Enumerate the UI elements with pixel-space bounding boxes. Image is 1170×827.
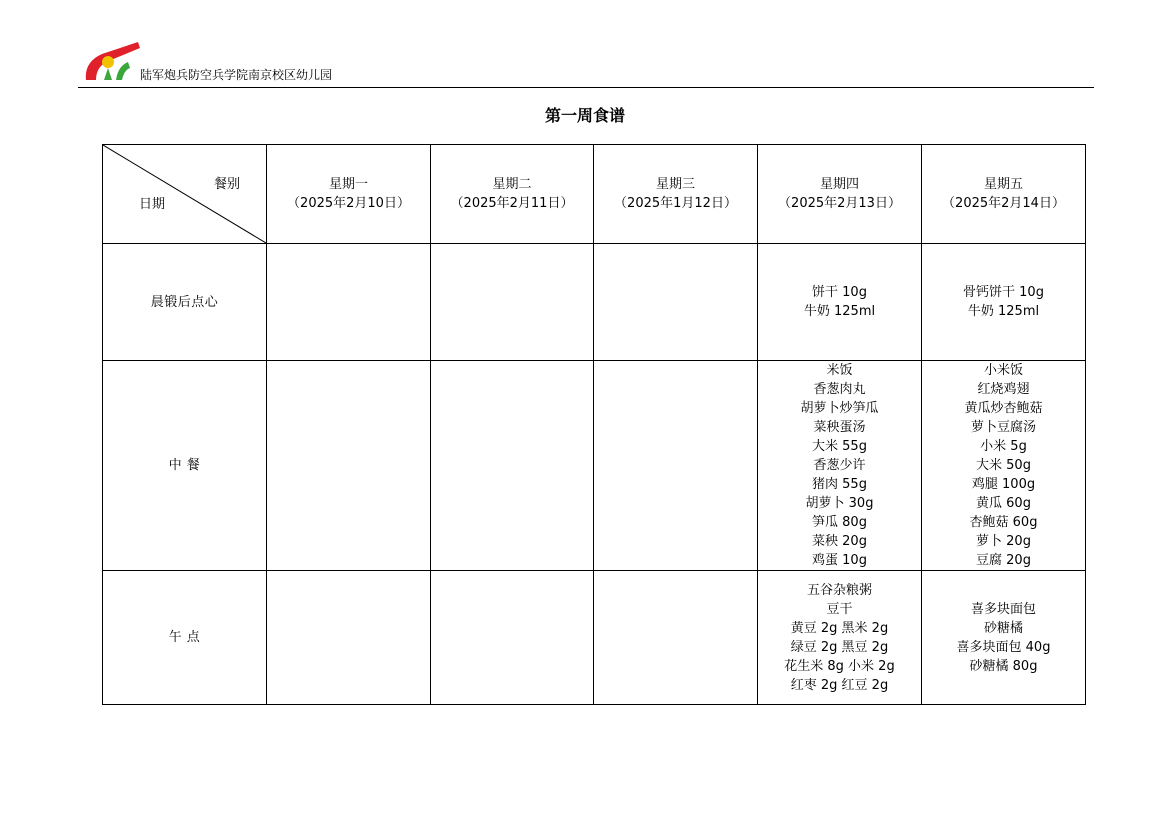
day-date: （2025年1月12日）	[614, 196, 737, 211]
menu-line: 香葱肉丸	[813, 382, 866, 397]
page-header	[78, 38, 1094, 88]
menu-line: 红枣 2g 红豆 2g	[790, 677, 889, 693]
menu-line: 萝卜 20g	[976, 534, 1031, 549]
day-header-wed	[594, 145, 758, 244]
menu-cell	[431, 361, 594, 571]
meal-row-lunch	[103, 361, 1086, 571]
school-name: 陆军炮兵防空兵学院南京校区幼儿园	[140, 68, 333, 82]
meal-label: 晨锻后点心	[103, 244, 267, 361]
menu-cell	[758, 571, 922, 705]
menu-line: 豆干	[826, 601, 853, 617]
table-header-row	[103, 145, 1086, 244]
meal-row-morning-snack	[103, 244, 1086, 361]
weekly-menu-table	[102, 144, 1086, 705]
kindergarten-logo	[80, 40, 142, 84]
menu-line: 鸡蛋 10g	[812, 553, 867, 568]
day-name: 星期三	[655, 177, 695, 192]
menu-line: 牛奶 125ml	[803, 304, 876, 319]
menu-line: 米饭	[826, 363, 853, 378]
menu-line: 骨钙饼干 10g	[963, 285, 1044, 300]
menu-line: 豆腐 20g	[976, 553, 1031, 568]
menu-line: 香葱少许	[813, 458, 866, 473]
menu-cell	[594, 244, 758, 361]
diagonal-divider	[103, 145, 266, 243]
day-name: 星期四	[819, 177, 859, 192]
menu-line: 猪肉 55g	[812, 477, 867, 492]
meal-label: 中 餐	[103, 361, 267, 571]
menu-line: 绿豆 2g 黑豆 2g	[790, 639, 889, 655]
menu-cell	[431, 571, 594, 705]
menu-line: 大米 50g	[976, 458, 1031, 473]
menu-line: 菜秧 20g	[812, 534, 867, 549]
menu-line: 砂糖橘 80g	[969, 658, 1038, 674]
corner-cell	[103, 145, 267, 244]
menu-line: 黄瓜 60g	[976, 496, 1031, 511]
menu-cell	[758, 244, 922, 361]
day-date: （2025年2月14日）	[942, 196, 1065, 211]
day-name: 星期五	[983, 177, 1023, 192]
menu-cell	[922, 361, 1086, 571]
menu-line: 鸡腿 100g	[971, 477, 1036, 492]
menu-line: 小米 5g	[980, 439, 1027, 454]
menu-line: 喜多块面包 40g	[956, 639, 1051, 655]
day-name: 星期一	[328, 177, 368, 192]
menu-line: 花生米 8g 小米 2g	[784, 658, 895, 674]
header-divider	[78, 87, 1094, 88]
menu-cell	[431, 244, 594, 361]
menu-line: 大米 55g	[812, 439, 867, 454]
menu-line: 牛奶 125ml	[967, 304, 1040, 319]
day-date: （2025年2月13日）	[778, 196, 901, 211]
menu-cell	[758, 361, 922, 571]
day-header-mon	[267, 145, 431, 244]
menu-line: 萝卜豆腐汤	[970, 420, 1036, 435]
day-header-fri	[922, 145, 1086, 244]
menu-cell	[922, 571, 1086, 705]
menu-line: 菜秧蛋汤	[813, 420, 866, 435]
page-title: 第一周食谱	[544, 106, 625, 125]
menu-line: 砂糖橘	[983, 620, 1023, 636]
menu-line: 杏鲍菇 60g	[969, 515, 1038, 530]
corner-date-label: 日期	[139, 197, 166, 212]
menu-cell	[922, 244, 1086, 361]
meal-label: 午 点	[103, 571, 267, 705]
menu-line: 红烧鸡翅	[977, 382, 1030, 397]
menu-line: 饼干 10g	[812, 285, 867, 300]
day-name: 星期二	[492, 177, 532, 192]
day-header-tue	[431, 145, 594, 244]
menu-cell	[594, 361, 758, 571]
menu-line: 黄豆 2g 黑米 2g	[790, 620, 889, 636]
menu-line: 笋瓜 80g	[812, 515, 867, 530]
menu-line: 喜多块面包	[970, 601, 1036, 617]
day-date: （2025年2月11日）	[450, 196, 574, 211]
day-header-thu	[758, 145, 922, 244]
menu-cell	[267, 361, 431, 571]
meal-row-afternoon-snack	[103, 571, 1086, 705]
menu-line: 五谷杂粮粥	[806, 582, 872, 598]
menu-line: 小米饭	[983, 363, 1023, 378]
day-date: （2025年2月10日）	[287, 196, 410, 211]
menu-cell	[267, 571, 431, 705]
corner-meal-label: 餐别	[213, 177, 240, 192]
menu-cell	[594, 571, 758, 705]
menu-cell	[267, 244, 431, 361]
menu-line: 胡萝卜 30g	[805, 496, 874, 511]
menu-line: 黄瓜炒杏鲍菇	[964, 401, 1043, 416]
menu-line: 胡萝卜炒笋瓜	[800, 401, 879, 416]
